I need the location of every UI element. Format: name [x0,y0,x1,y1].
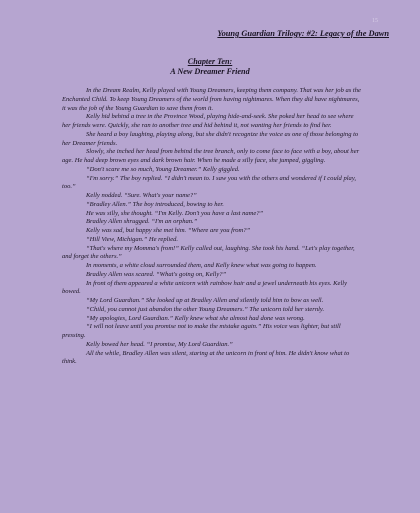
paragraph: All the while, Bradley Allen was silent, staring at the unicorn in front of him. He didn't know what to think. [62,349,350,366]
chapter-heading [0,57,420,77]
paragraph: In front of them appeared a white unicorn with rainbow hair and a jewel underneath his eyes. Kelly bowed. [62,279,347,296]
paragraph: He was silly, she thought. “I'm Kelly. Don't you have a last name?” [86,209,264,217]
paragraph: In the Dream Realm, Kelly played with Young Dreamers, keeping them company. That was her job as the Enchanted Child. To keep Young Dreamers of the world from having nightmares. When they did have nightmares, it was the job of the Young Guardian to save them from it. [62,87,361,112]
book-title: Young Guardian Trilogy: #2: Legacy of the Dawn [217,29,389,38]
chapter-number: Chapter Ten: [187,57,233,66]
paragraph: “Don't scare me so much, Young Dreamer.” Kelly giggled. [86,165,240,173]
paragraph: Bradley Allen shrugged. “I'm an orphan.” [86,218,198,226]
paragraph: “That's where my Momma's from!” Kelly called out, laughing. She took his hand. “Let's play together, and forget the others.” [62,244,355,261]
chapter-title: A New Dreamer Friend [170,67,250,76]
paragraph: “Bradley Allen.” The boy introduced, bowing to her. [86,200,224,208]
paragraph: She heard a boy laughing, playing along, but she didn't recognize the voice as one of those belonging to her Dreamer friends. [62,130,359,147]
paragraph: “Child, you cannot just abandon the other Young Dreamers.” The unicorn told her sternly. [86,305,325,313]
paragraph: Kelly bowed her head. “I promise, My Lord Guardian.” [86,340,233,348]
paragraph: “Hill View, Michigan.” He replied. [86,235,179,243]
paragraph: “I'm sorry.” The boy replied. “I didn't mean to. I saw you with the others and wondered if I could play, too.” [62,174,356,191]
paragraph: “My Lord Guardian.” She looked up at Bradley Allen and silently told him to bow as well. [86,297,324,304]
paragraph: “My apologies, Lord Guardian.” Kelly knew what she almost had done was wrong. [86,314,305,322]
paragraph: Slowly, she inched her head from behind the tree branch, only to come face to face with a boy, about her age. He had deep brown eyes and dark brown hair. When he made a silly face, she jumped, giggling. [62,148,360,164]
paragraph: Kelly hid behind a tree in the Province Wood, playing hide-and-seek. She poked her head to see where her friends were. Quickly, she ran to another tree and hid behind it, not wanting her friends to find her. [62,113,354,129]
page-number: 15 [372,18,378,24]
paragraph: Kelly was sad, but happy she met him. “Where are you from?” [86,227,251,234]
chapter-body [62,87,362,367]
paragraph: Bradley Allen was scared. “What's going on, Kelly?” [86,270,227,278]
paragraph: Kelly nodded. “Sure. What's your name?” [86,192,197,199]
paragraph: “I will not leave until you promise not to make the mistake again.” His voice was lighter, but still pressing. [62,323,341,339]
paragraph: In moments, a white cloud surrounded them, and Kelly knew what was going to happen. [86,262,317,269]
